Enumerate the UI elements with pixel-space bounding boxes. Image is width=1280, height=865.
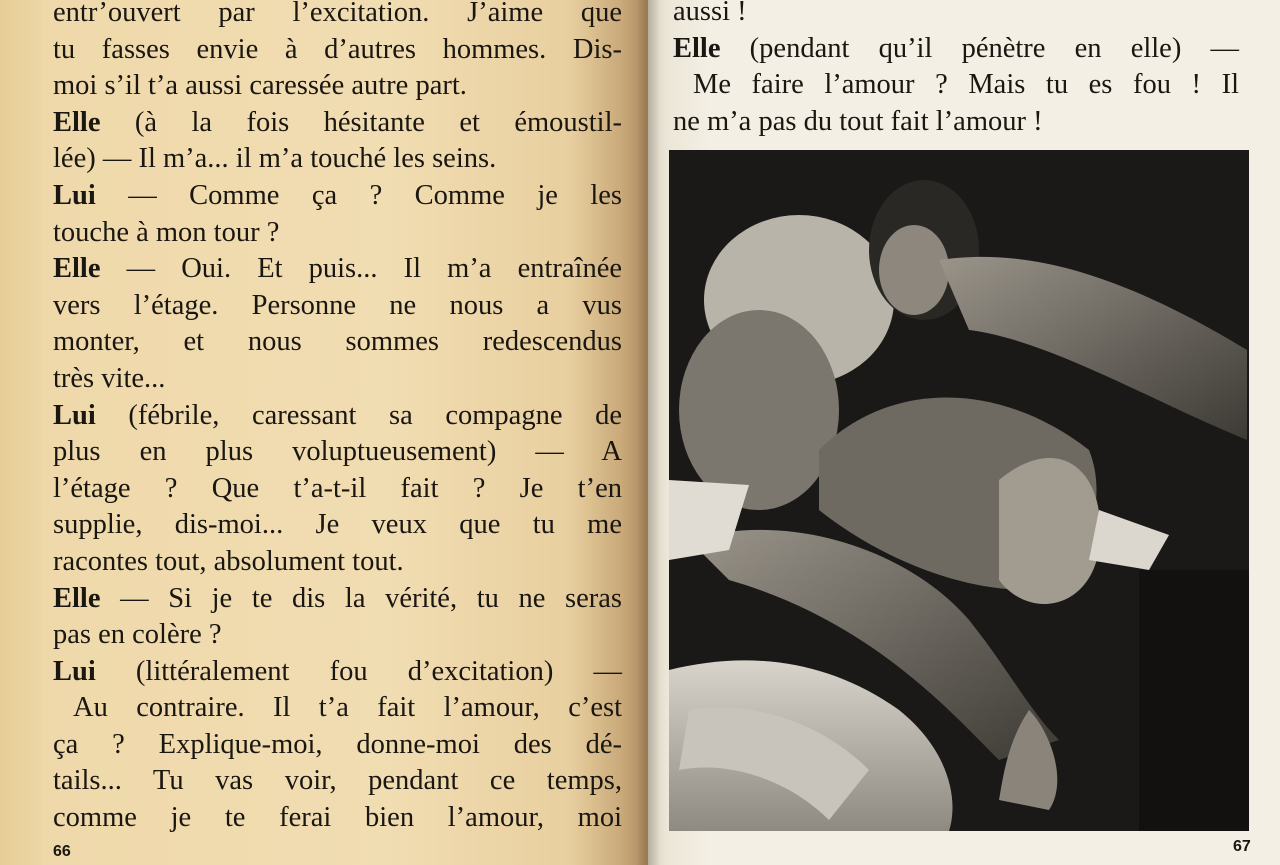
text-line	[53, 581, 622, 618]
line-text: moi s’il t’a aussi caressée autre part.	[53, 70, 467, 102]
line-text: très vite...	[53, 362, 166, 394]
line-text: pas en colère ?	[53, 619, 222, 651]
line-text: l’étage ? Que t’a-t-il fait ? Je t’en	[53, 472, 622, 504]
text-line	[53, 32, 622, 69]
speaker-name: Elle	[53, 582, 101, 614]
line-text: ne m’a pas du tout fait l’amour !	[673, 105, 1043, 137]
line-text: — Si je te dis la vérité, tu ne seras	[100, 582, 622, 614]
text-line	[673, 104, 1239, 141]
text-line	[53, 690, 622, 727]
line-text: — Oui. Et puis... Il m’a entraînée	[100, 253, 622, 285]
line-text: touche à mon tour ?	[53, 216, 280, 248]
line-text: monter, et nous sommes redescendus	[53, 326, 622, 358]
line-text: tu fasses envie à d’autres hommes. Dis-	[53, 33, 622, 65]
speaker-name: Lui	[53, 399, 96, 431]
line-text: (pendant qu’il pénètre en elle) —	[720, 32, 1239, 64]
line-text: supplie, dis-moi... Je veux que tu me	[53, 509, 622, 541]
text-line	[53, 141, 622, 178]
text-line	[53, 288, 622, 325]
speaker-name: Lui	[53, 179, 96, 211]
text-line	[673, 0, 1239, 31]
text-line	[53, 251, 622, 288]
speaker-name: Elle	[673, 32, 721, 64]
text-line	[53, 800, 622, 837]
speaker-name: Elle	[53, 253, 101, 285]
text-line	[53, 0, 622, 32]
text-line	[53, 178, 622, 215]
line-text: vers l’étage. Personne ne nous a vus	[53, 289, 622, 321]
line-text: tails... Tu vas voir, pendant ce temps,	[53, 765, 622, 797]
text-line	[53, 617, 622, 654]
right-page-text	[673, 0, 1239, 140]
text-line	[53, 398, 622, 435]
line-text: aussi !	[673, 0, 747, 27]
text-line	[53, 654, 622, 691]
left-page-text	[53, 0, 622, 837]
line-text: comme je te ferai bien l’amour, moi	[53, 802, 622, 834]
text-line	[53, 763, 622, 800]
text-line	[673, 31, 1239, 68]
line-text: plus en plus voluptueusement) — A	[53, 436, 622, 468]
speaker-name: Elle	[53, 106, 101, 138]
line-text: — Comme ça ? Comme je les	[95, 179, 622, 211]
line-text: entr’ouvert par l’excitation. J’aime que	[53, 0, 622, 28]
speaker-name: Lui	[53, 655, 96, 687]
text-line	[53, 68, 622, 105]
text-line	[53, 471, 622, 508]
photo-illustration	[669, 150, 1249, 831]
page-number-right: 67	[1233, 838, 1251, 855]
line-text: racontes tout, absolument tout.	[53, 545, 404, 577]
line-text: (fébrile, caressant sa compagne de	[95, 399, 622, 431]
text-line	[53, 215, 622, 252]
text-line	[53, 434, 622, 471]
text-line	[53, 324, 622, 361]
text-line	[53, 105, 622, 142]
line-text: (littéralement fou d’excitation) —	[95, 655, 622, 687]
line-text: ça ? Explique-moi, donne-moi des dé-	[53, 728, 622, 760]
text-line	[673, 67, 1239, 104]
line-text: Au contraire. Il t’a fait l’amour, c’est	[73, 692, 622, 724]
line-text: Me faire l’amour ? Mais tu es fou ! Il	[693, 69, 1239, 101]
photo-image	[669, 150, 1249, 831]
text-line	[53, 544, 622, 581]
text-line	[53, 727, 622, 764]
page-number-left: 66	[53, 843, 71, 860]
line-text: lée) — Il m’a... il m’a touché les seins.	[53, 143, 497, 175]
text-line	[53, 361, 622, 398]
line-text: (à la fois hésitante et émoustil-	[100, 106, 622, 138]
text-line	[53, 507, 622, 544]
